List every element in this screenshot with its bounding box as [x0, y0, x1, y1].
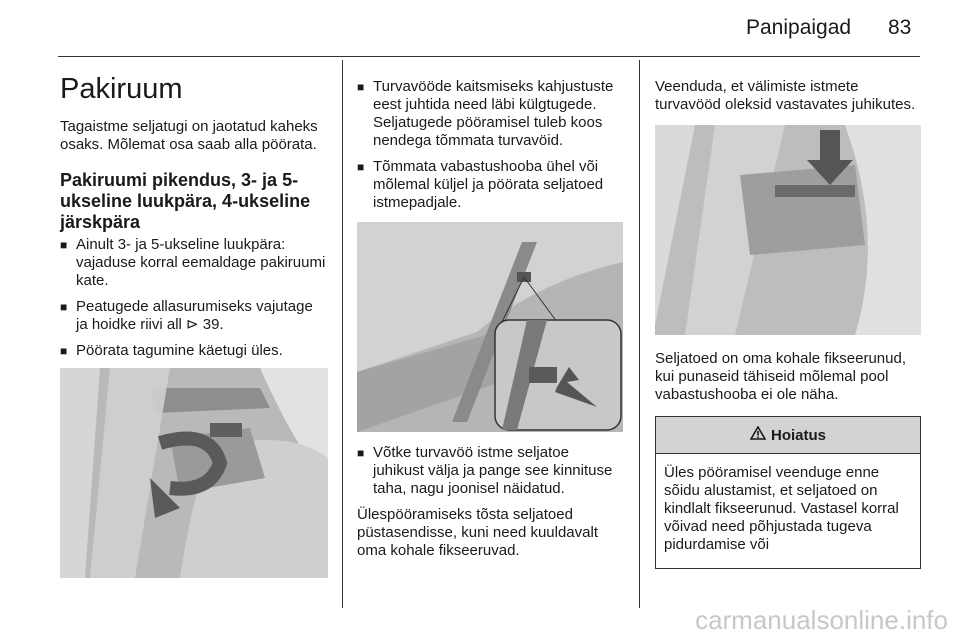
header-divider [58, 56, 920, 57]
warning-body: Üles pööramisel veenduge enne sõidu alustamist, et seljatoed on kindlalt fikseerunud. Vastasel korral võivad need põhjustada tugeva pidurdamise või [664, 464, 899, 553]
warning-title: Hoiatus [770, 426, 826, 444]
column-divider-1 [342, 60, 343, 608]
bullet-item: ■ Ainult 3- ja 5-ukseline luukpära: vajaduse korral eemaldage pakiruumi kate. [60, 236, 328, 290]
figure-caption: Seljatoed on oma kohale fikseerunud, kui punaseid tähiseid mõlemal pool vabastushooba ei ole näha. [655, 350, 907, 403]
armrest-illustration [60, 368, 328, 578]
column-1 [60, 72, 328, 590]
warning-body-container [656, 454, 920, 568]
seat-belt-guide-illustration [357, 222, 623, 432]
intro-paragraph: Tagaistme seljatugi on jaotatud kaheks osaks. Mõlemat osa saab alla pöörata. [60, 118, 318, 153]
watermark: carmanualsonline.info [695, 605, 948, 635]
section-heading: Pakiruum [60, 73, 183, 105]
release-lever-illustration [655, 124, 921, 336]
column-divider-2 [639, 60, 640, 608]
page-header-title: Panipaigad [746, 16, 852, 39]
body-paragraph: Ülespööramiseks tõsta seljatoed püstasendisse, kuni need kuuldavalt oma kohale fikseeruvad. [357, 506, 598, 559]
warning-header [656, 417, 920, 454]
warning-triangle-icon [750, 426, 766, 444]
page-number: 83 [888, 16, 912, 39]
subsection-heading: Pakiruumi pikendus, 3- ja 5-ukseline luukpära, 4-ukseline järskpära [60, 170, 311, 232]
bullet-item: ■ Peatugede allasurumiseks vajutage ja hoidke riivi all ⊳ 39. [60, 298, 328, 334]
intro-paragraph: Veenduda, et välimiste istmete turvavööd oleksid vastavates juhikutes. [655, 78, 916, 113]
bullet-item: ■ Pöörata tagumine käetugi üles. [60, 342, 328, 360]
column-2 [357, 78, 623, 560]
bullet-item: ■ Tõmmata vabastushooba ühel või mõlemal küljel ja pöörata seljatoed istmepadjale. [357, 158, 623, 212]
bullet-item: ■ Võtke turvavöö istme seljatoe juhikust välja ja pange see kinnituse taha, nagu joonisel näidatud. [357, 444, 623, 498]
column-3 [655, 78, 921, 569]
bullet-item: ■ Turvavööde kaitsmiseks kahjustuste eest juhtida need läbi külgtugede. Seljatugede pööramisel tuleb koos nendega tõmmata turvavöid. [357, 78, 623, 150]
warning-box [655, 416, 921, 569]
